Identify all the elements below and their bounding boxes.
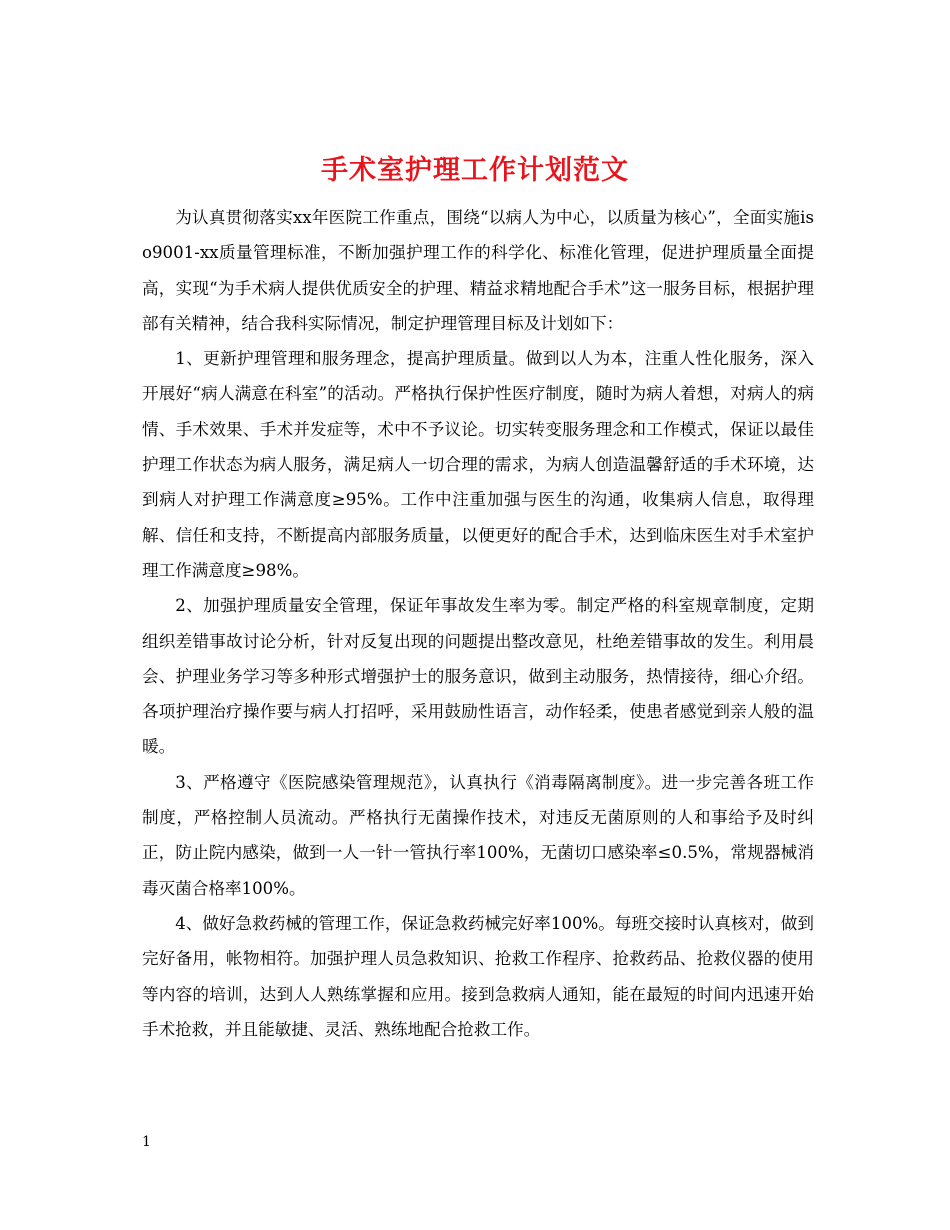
paragraph-item-1: 1、更新护理管理和服务理念，提高护理质量。做到以人为本，注重人性化服务，深入开展好“病人满意在科室”的活动。严格执行保护性医疗制度，随时为病人着想，对病人的病情、手术效果、手术并发症等，术中不予议论。切实转变服务理念和工作模式，保证以最佳护理工作状态为病人服务，满足病人一切合理的需求，为病人创造温馨舒适的手术环境，达到病人对护理工作满意度≥95%。工作中注重加强与医生的沟通，收集病人信息，取得理解、信任和支持，不断提高内部服务质量，以便更好的配合手术，达到临床医生对手术室护理工作满意度≥98%。 bbox=[142, 349, 814, 580]
document-body bbox=[142, 200, 814, 1047]
paragraph-item-2: 2、加强护理质量安全管理，保证年事故发生率为零。制定严格的科室规章制度，定期组织差错事故讨论分析，针对反复出现的问题提出整改意见，杜绝差错事故的发生。利用晨会、护理业务学习等多种形式增强护士的服务意识，做到主动服务，热情接待，细心介绍。各项护理治疗操作要与病人打招呼，采用鼓励性语言，动作轻柔，使患者感觉到亲人般的温暖。 bbox=[142, 596, 814, 757]
page-number: 1 bbox=[142, 1134, 151, 1150]
paragraph-item-4: 4、做好急救药械的管理工作，保证急救药械完好率100%。每班交接时认真核对，做到完好备用，帐物相符。加强护理人员急救知识、抢救工作程序、抢救药品、抢救仪器的使用等内容的培训，达到人人熟练掌握和应用。接到急救病人通知，能在最短的时间内迅速开始手术抢救，并且能敏捷、灵活、熟练地配合抢救工作。 bbox=[142, 913, 814, 1039]
intro-paragraph: 为认真贯彻落实xx年医院工作重点，围绕“以病人为中心，以质量为核心”，全面实施iso9001-xx质量管理标准，不断加强护理工作的科学化、标准化管理，促进护理质量全面提高，实现“为手术病人提供优质安全的护理、精益求精地配合手术”这一服务目标，根据护理部有关精神，结合我科实际情况，制定护理管理目标及计划如下： bbox=[142, 208, 814, 333]
paragraph-item-3: 3、严格遵守《医院感染管理规范》，认真执行《消毒隔离制度》。进一步完善各班工作制度，严格控制人员流动。严格执行无菌操作技术，对违反无菌原则的人和事给予及时纠正，防止院内感染，做到一人一针一管执行率100%，无菌切口感染率≤0.5%，常规器械消毒灭菌合格率100%。 bbox=[142, 772, 814, 898]
document-title: 手术室护理工作计划范文 bbox=[321, 155, 629, 187]
